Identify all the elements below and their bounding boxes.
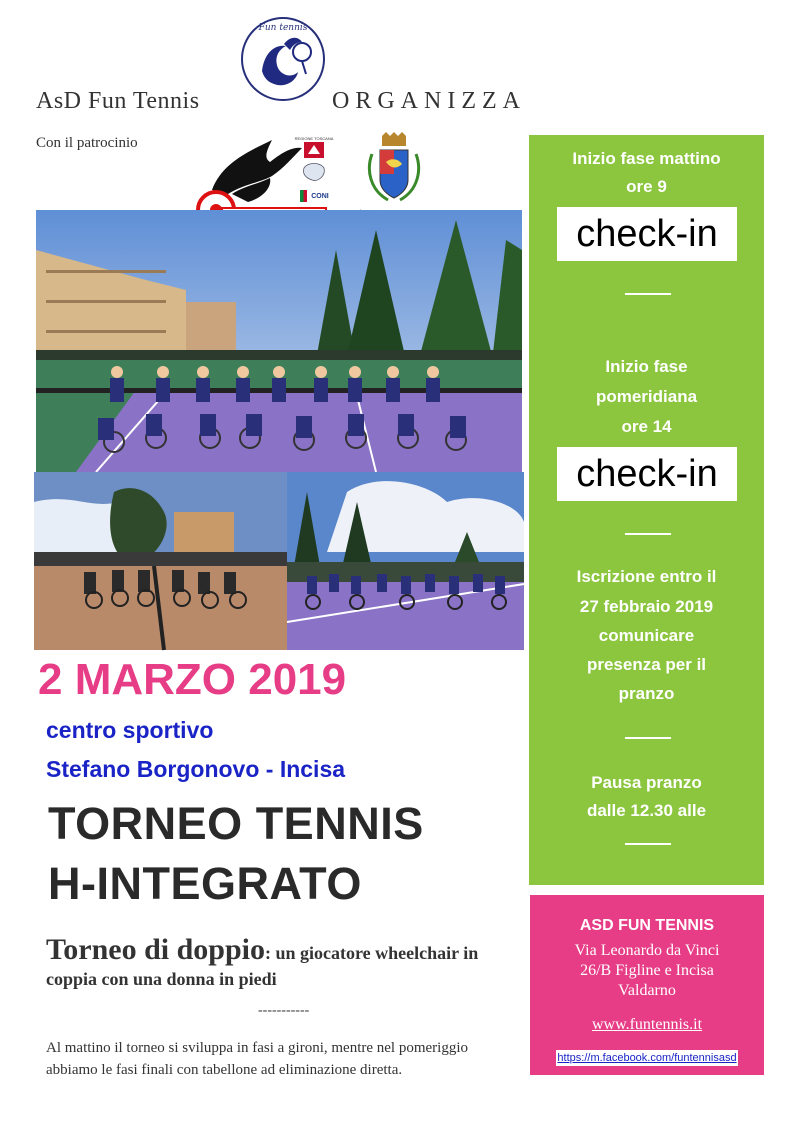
registration-line-5: pranzo [618, 684, 675, 703]
photo-team-court [36, 210, 522, 472]
registration-line-4: presenza per il [586, 655, 707, 674]
photo-clay-court [34, 472, 287, 650]
organizer-name: AsD Fun Tennis [36, 88, 200, 114]
morning-start-time: ore 9 [626, 177, 667, 196]
divider-2 [625, 533, 671, 535]
divider-4 [625, 843, 671, 845]
website-link[interactable]: www.funtennis.it [591, 1016, 703, 1033]
organizza-label: ORGANIZZA [332, 88, 526, 114]
afternoon-start-time: ore 14 [621, 417, 672, 436]
description-heading [46, 933, 506, 993]
checkin-afternoon-box: check-in [557, 447, 737, 501]
description-heading-main: Torneo di doppio [46, 933, 265, 966]
region-coni-logos [294, 134, 334, 214]
address-line-3: Valdarno [618, 982, 676, 999]
checkin-morning-box: check-in [557, 207, 737, 261]
schedule-panel [529, 135, 764, 885]
registration-line-1: Iscrizione entro il [576, 567, 717, 586]
address-line-1: Via Leonardo da Vinci [574, 942, 720, 959]
facebook-link[interactable]: https://m.facebook.com/funtennisasd [557, 1052, 737, 1064]
svg-text:REGIONE TOSCANA: REGIONE TOSCANA [294, 136, 334, 141]
venue-line-1: centro sportivo [46, 717, 214, 743]
patrocinio-label: Con il patrocinio [36, 135, 138, 151]
morning-start-label: Inizio fase mattino [572, 149, 721, 168]
photo-purple-court [287, 472, 524, 650]
afternoon-start-label-2: pomeridiana [595, 387, 698, 406]
registration-line-2: 27 febbraio 2019 [579, 597, 714, 616]
svg-text:CONI: CONI [311, 193, 329, 200]
description-separator: ----------- [258, 1003, 310, 1018]
address-line-2: 26/B Figline e Incisa [580, 962, 714, 979]
lunch-line-1: Pausa pranzo [591, 773, 702, 792]
description-body: Al mattino il torneo si sviluppa in fasi a gironi, mentre nel pomeriggio abbiamo le fasi finali con tabellone ad eliminazione diretta. [46, 1040, 469, 1078]
event-date: 2 MARZO 2019 [38, 655, 347, 704]
contact-panel [530, 895, 764, 1075]
contact-address [530, 941, 764, 1001]
divider-1 [625, 293, 671, 295]
divider-3 [625, 737, 671, 739]
svg-text:Fun tennis: Fun tennis [258, 23, 308, 33]
tournament-title-line-1: TORNEO TENNIS [48, 798, 424, 849]
contact-org-name: ASD FUN TENNIS [579, 917, 715, 934]
venue-line-2: Stefano Borgonovo - Incisa [46, 756, 346, 782]
lunch-line-2: dalle 12.30 alle [586, 801, 707, 820]
description-heading-rest: : un giocatore wheelchair in coppia con una donna in piedi [46, 943, 479, 989]
tournament-title-line-2: H-INTEGRATO [48, 858, 362, 909]
fun-tennis-logo [240, 16, 326, 102]
afternoon-start-label-1: Inizio fase [605, 357, 688, 376]
registration-line-3: comunicare [598, 626, 695, 645]
